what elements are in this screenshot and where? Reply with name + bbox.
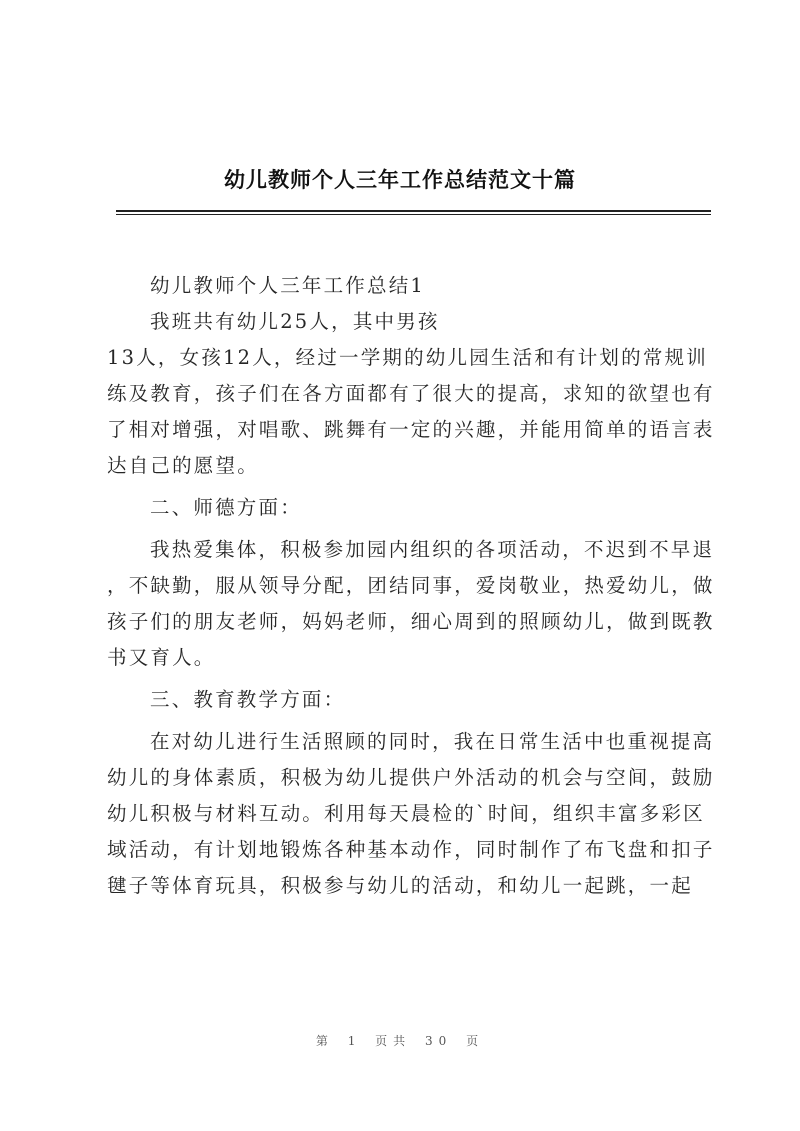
text-line: 幼儿的身体素质，积极为幼儿提供户外活动的机会与空间，鼓励 [107, 766, 715, 789]
text-line: 了相对增强，对唱歌、跳舞有一定的兴趣，并能用简单的语言表 [107, 418, 715, 441]
text-line: 我热爱集体，积极参加园内组织的各项活动，不迟到不早退 [150, 538, 715, 561]
text-line: 毽子等体育玩具，积极参与幼儿的活动，和幼儿一起跳，一起 [107, 874, 693, 897]
footer-page-number: 1 [347, 1034, 362, 1048]
text-line: ，不缺勤，服从领导分配，团结同事，爱岗敬业，热爱幼儿，做 [107, 574, 715, 597]
paragraph-class-overview [107, 304, 713, 484]
text-line: 13人，女孩12人，经过一学期的幼儿园生活和有计划的常规训 [107, 346, 708, 369]
section-heading: 幼儿教师个人三年工作总结1 [150, 274, 426, 297]
page-footer [0, 1032, 800, 1049]
footer-mid: 页共 [375, 1034, 412, 1048]
text-line: 孩子们的朋友老师，妈妈老师，细心周到的照顾幼儿，做到既教 [107, 610, 715, 633]
text-line: 达自己的愿望。 [107, 454, 259, 477]
footer-total-pages: 30 [425, 1034, 453, 1048]
text-line: 练及教育，孩子们在各方面都有了很大的提高，求知的欲望也有 [107, 382, 715, 405]
document-body [107, 268, 713, 904]
text-line: 我班共有幼儿25人，其中男孩 [150, 310, 440, 333]
text-line: 幼儿积极与材料互动。利用每天晨检的`时间，组织丰富多彩区 [107, 802, 705, 825]
footer-suffix: 页 [466, 1034, 485, 1048]
footer-prefix: 第 [315, 1034, 334, 1048]
text-line: 在对幼儿进行生活照顾的同时，我在日常生活中也重视提高 [150, 730, 715, 753]
text-line: 域活动，有计划地锻炼各种基本动作，同时制作了布飞盘和扣子 [107, 838, 715, 861]
document-title: 幼儿教师个人三年工作总结范文十篇 [224, 167, 576, 192]
heading-teacher-ethics: 二、师德方面： [150, 496, 302, 519]
title-divider [116, 210, 711, 212]
heading-teaching: 三、教育教学方面： [150, 688, 346, 711]
paragraph-teaching [107, 724, 713, 904]
title-divider-thin [116, 214, 711, 215]
text-line: 书又育人。 [107, 646, 216, 669]
paragraph-teacher-ethics [107, 532, 713, 676]
